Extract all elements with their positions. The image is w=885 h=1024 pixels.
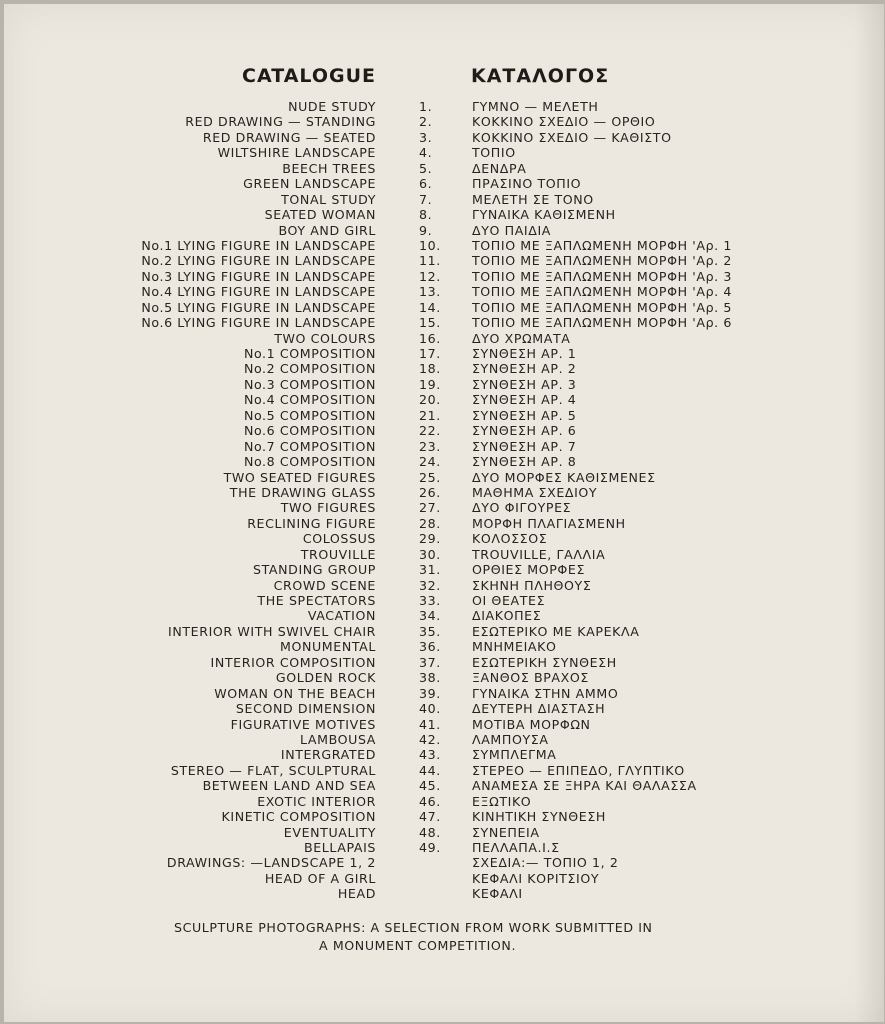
entry-title-greek: ΓΥΝΑΙΚΑ ΚΑΘΙΣΜΕΝΗ bbox=[472, 207, 616, 223]
entry-number: 9. bbox=[419, 222, 433, 238]
entry-title-english: RECLINING FIGURE bbox=[247, 515, 376, 531]
entry-title-greek: ΤΟΠΙΟ ΜΕ ΞΑΠΛΩΜΕΝΗ ΜΟΡΦΗ 'Αρ. 5 bbox=[472, 299, 732, 315]
catalogue-entry bbox=[4, 238, 884, 253]
catalogue-entry bbox=[4, 763, 884, 778]
entry-number: 22. bbox=[419, 423, 441, 439]
entry-number: 34. bbox=[419, 608, 441, 624]
entry-title-english: KINETIC COMPOSITION bbox=[221, 809, 376, 825]
catalogue-entry bbox=[4, 732, 884, 747]
catalogue-entry bbox=[4, 500, 884, 515]
entry-title-greek: ΣΥΜΠΛΕΓΜΑ bbox=[472, 747, 557, 763]
catalogue-entry bbox=[4, 223, 884, 238]
catalogue-entry bbox=[4, 794, 884, 809]
entry-title-english: BOY AND GIRL bbox=[278, 222, 376, 238]
entry-title-english: No.3 COMPOSITION bbox=[243, 376, 376, 392]
entry-title-greek: ΓΥΝΑΙΚΑ ΣΤΗΝ ΑΜΜΟ bbox=[472, 685, 619, 701]
entry-title-english: No.5 LYING FIGURE IN LANDSCAPE bbox=[141, 299, 376, 315]
entry-title-greek: ΠΡΑΣΙΝΟ ΤΟΠΙΟ bbox=[472, 176, 582, 192]
entry-title-greek: ΤΟΠΙΟ bbox=[472, 145, 516, 161]
entry-title-greek: ΚΕΦΑΛΙ bbox=[472, 886, 523, 902]
entry-title-english: TWO COLOURS bbox=[274, 330, 376, 346]
entry-title-english: No.1 LYING FIGURE IN LANDSCAPE bbox=[141, 237, 376, 253]
entry-number: 18. bbox=[419, 361, 441, 377]
catalogue-entry bbox=[4, 423, 884, 438]
entry-number: 12. bbox=[419, 268, 441, 284]
entry-title-english: TROUVILLE bbox=[300, 546, 376, 562]
entry-title-english: DRAWINGS: —LANDSCAPE 1, 2 bbox=[166, 855, 376, 871]
entry-title-english: STANDING GROUP bbox=[253, 562, 376, 578]
entry-title-greek: ΣΥΝΘΕΣΗ ΑΡ. 4 bbox=[472, 392, 577, 408]
entry-title-greek: ΣΥΝΘΕΣΗ ΑΡ. 6 bbox=[472, 423, 577, 439]
catalogue-entry bbox=[4, 531, 884, 546]
catalogue-entry bbox=[4, 207, 884, 222]
entry-number: 46. bbox=[419, 793, 441, 809]
entry-title-greek: ΚΟΛΟΣΣΟΣ bbox=[472, 531, 548, 547]
entry-title-greek: ΛΑΜΠΟΥΣΑ bbox=[472, 731, 549, 747]
entry-title-greek: ΓΥΜΝΟ — ΜΕΛΕΤΗ bbox=[472, 99, 599, 114]
entry-number: 44. bbox=[419, 762, 441, 778]
entry-title-greek: ΜΟΡΦΗ ΠΛΑΓΙΑΣΜΕΝΗ bbox=[472, 515, 626, 531]
catalogue-entry bbox=[4, 470, 884, 485]
entry-title-greek: ΣΤΕΡΕΟ — ΕΠΙΠΕΔΟ, ΓΛΥΠΤΙΚΟ bbox=[472, 762, 685, 778]
entry-number: 36. bbox=[419, 639, 441, 655]
entry-title-greek: ΕΣΩΤΕΡΙΚΗ ΣΥΝΘΕΣΗ bbox=[472, 654, 617, 670]
entry-number: 6. bbox=[419, 176, 433, 192]
entry-title-greek: ΤΟΠΙΟ ΜΕ ΞΑΠΛΩΜΕΝΗ ΜΟΡΦΗ 'Αρ. 4 bbox=[472, 284, 732, 300]
catalogue-entry bbox=[4, 439, 884, 454]
entry-title-english: No.2 LYING FIGURE IN LANDSCAPE bbox=[141, 253, 376, 269]
entry-number: 47. bbox=[419, 809, 441, 825]
entry-number: 23. bbox=[419, 438, 441, 454]
catalogue-entry bbox=[4, 408, 884, 423]
entry-title-english: TONAL STUDY bbox=[281, 191, 376, 207]
entry-title-english: EVENTUALITY bbox=[283, 824, 376, 840]
entry-title-greek: ΕΣΩΤΕΡΙΚΟ ΜΕ ΚΑΡΕΚΛΑ bbox=[472, 623, 640, 639]
entry-title-english: SEATED WOMAN bbox=[264, 207, 376, 223]
catalogue-entry bbox=[4, 747, 884, 762]
catalogue-list bbox=[4, 99, 884, 902]
entry-title-greek: ΚΙΝΗΤΙΚΗ ΣΥΝΘΕΣΗ bbox=[472, 809, 606, 825]
catalogue-entry bbox=[4, 130, 884, 145]
catalogue-entry bbox=[4, 624, 884, 639]
entry-number: 33. bbox=[419, 593, 441, 608]
entry-title-greek: ΤΟΠΙΟ ΜΕ ΞΑΠΛΩΜΕΝΗ ΜΟΡΦΗ 'Αρ. 2 bbox=[472, 253, 732, 269]
entry-title-english: NUDE STUDY bbox=[288, 99, 376, 114]
entry-title-greek: ΣΥΝΘΕΣΗ ΑΡ. 5 bbox=[472, 407, 577, 423]
entry-number: 29. bbox=[419, 531, 441, 547]
catalogue-entry bbox=[4, 717, 884, 732]
entry-number: 24. bbox=[419, 454, 441, 470]
catalogue-entry bbox=[4, 485, 884, 500]
entry-title-english: No.3 LYING FIGURE IN LANDSCAPE bbox=[141, 268, 376, 284]
catalogue-entry bbox=[4, 176, 884, 191]
entry-title-english: RED DRAWING — SEATED bbox=[202, 129, 376, 145]
entry-number: 30. bbox=[419, 546, 441, 562]
entry-title-english: BELLAPAIS bbox=[303, 840, 376, 855]
entry-title-english: STEREO — FLAT, SCULPTURAL bbox=[170, 762, 376, 778]
entry-number: 2. bbox=[419, 114, 433, 130]
entry-title-greek: ΟΙ ΘΕΑΤΕΣ bbox=[472, 593, 546, 608]
catalogue-entry bbox=[4, 361, 884, 376]
entry-title-english: CROWD SCENE bbox=[273, 577, 376, 593]
entry-title-greek: ΔΙΑΚΟΠΕΣ bbox=[472, 608, 542, 624]
entry-number: 15. bbox=[419, 315, 441, 331]
entry-title-english: No.1 COMPOSITION bbox=[243, 346, 376, 361]
entry-title-english: FIGURATIVE MOTIVES bbox=[230, 716, 376, 732]
entry-number: 13. bbox=[419, 284, 441, 300]
entry-title-greek: ΔΕΥΤΕΡΗ ΔΙΑΣΤΑΣΗ bbox=[472, 701, 606, 717]
entry-number: 39. bbox=[419, 685, 441, 701]
entry-title-english: MONUMENTAL bbox=[279, 639, 376, 655]
entry-title-english: VACATION bbox=[307, 608, 376, 624]
entry-number: 42. bbox=[419, 731, 441, 747]
catalogue-entry bbox=[4, 686, 884, 701]
catalogue-heading-english: CATALOGUE bbox=[242, 65, 376, 87]
entry-title-greek: ΣΥΝΘΕΣΗ ΑΡ. 3 bbox=[472, 376, 577, 392]
catalogue-entry bbox=[4, 377, 884, 392]
catalogue-entry bbox=[4, 161, 884, 176]
entry-title-greek: TROUVILLE, ΓΑΛΛΙΑ bbox=[472, 546, 606, 562]
catalogue-entry bbox=[4, 300, 884, 315]
entry-number: 5. bbox=[419, 160, 433, 176]
entry-title-greek: ΣΥΝΘΕΣΗ ΑΡ. 2 bbox=[472, 361, 577, 377]
entry-number: 20. bbox=[419, 392, 441, 408]
entry-title-greek: ΔΥΟ ΧΡΩΜΑΤΑ bbox=[472, 330, 571, 346]
entry-title-english: TWO FIGURES bbox=[280, 500, 376, 516]
catalogue-entry bbox=[4, 778, 884, 793]
entry-title-greek: ΕΞΩΤΙΚΟ bbox=[472, 793, 532, 809]
footer-line-1: SCULPTURE PHOTOGRAPHS: A SELECTION FROM WORK SUBMITTED IN bbox=[174, 920, 653, 935]
entry-title-english: No.2 COMPOSITION bbox=[243, 361, 376, 377]
catalogue-entry bbox=[4, 516, 884, 531]
entry-title-greek: ΣΧΕΔΙΑ:— ΤΟΠΙΟ 1, 2 bbox=[472, 855, 619, 871]
entry-title-greek: ΣΥΝΕΠΕΙΑ bbox=[472, 824, 540, 840]
entry-title-greek: ΔΥΟ ΠΑΙΔΙΑ bbox=[472, 222, 551, 238]
footer-note bbox=[174, 919, 653, 955]
entry-title-english: WOMAN ON THE BEACH bbox=[214, 685, 376, 701]
catalogue-entry bbox=[4, 315, 884, 330]
catalogue-entry bbox=[4, 871, 884, 886]
entry-title-english: WILTSHIRE LANDSCAPE bbox=[217, 145, 376, 161]
catalogue-entry bbox=[4, 331, 884, 346]
entry-title-greek: ΔΥΟ ΜΟΡΦΕΣ ΚΑΘΙΣΜΕΝΕΣ bbox=[472, 469, 656, 485]
entry-title-greek: ΣΥΝΘΕΣΗ ΑΡ. 7 bbox=[472, 438, 577, 454]
entry-title-english: GREEN LANDSCAPE bbox=[243, 176, 376, 192]
entry-title-english: BETWEEN LAND AND SEA bbox=[202, 778, 376, 794]
catalogue-entry bbox=[4, 655, 884, 670]
entry-title-english: TWO SEATED FIGURES bbox=[223, 469, 376, 485]
entry-number: 40. bbox=[419, 701, 441, 717]
entry-title-english: LAMBOUSA bbox=[300, 731, 376, 747]
entry-title-english: SECOND DIMENSION bbox=[235, 701, 376, 717]
entry-title-greek: ΟΡΘΙΕΣ ΜΟΡΦΕΣ bbox=[472, 562, 586, 578]
entry-title-greek: ΚΕΦΑΛΙ ΚΟΡΙΤΣΙΟΥ bbox=[472, 870, 600, 886]
entry-number: 45. bbox=[419, 778, 441, 794]
catalogue-entry bbox=[4, 578, 884, 593]
catalogue-entry bbox=[4, 284, 884, 299]
entry-number: 41. bbox=[419, 716, 441, 732]
entry-number: 43. bbox=[419, 747, 441, 763]
entry-title-english: THE DRAWING GLASS bbox=[229, 484, 376, 500]
entry-title-greek: ΜΟΤΙΒΑ ΜΟΡΦΩΝ bbox=[472, 716, 591, 732]
catalogue-entry bbox=[4, 114, 884, 129]
entry-number: 1. bbox=[419, 99, 433, 114]
catalogue-page bbox=[4, 4, 884, 1022]
entry-number: 17. bbox=[419, 346, 441, 361]
entry-title-english: INTERGRATED bbox=[280, 747, 376, 763]
entry-number: 14. bbox=[419, 299, 441, 315]
entry-number: 31. bbox=[419, 562, 441, 578]
entry-title-greek: ΜΝΗΜΕΙΑΚΟ bbox=[472, 639, 557, 655]
catalogue-entry bbox=[4, 886, 884, 901]
entry-title-english: No.6 LYING FIGURE IN LANDSCAPE bbox=[141, 315, 376, 331]
entry-number: 48. bbox=[419, 824, 441, 840]
entry-number: 16. bbox=[419, 330, 441, 346]
entry-title-greek: ΚΟΚΚΙΝΟ ΣΧΕΔΙΟ — ΚΑΘΙΣΤΟ bbox=[472, 129, 672, 145]
entry-number: 35. bbox=[419, 623, 441, 639]
catalogue-heading-greek: ΚΑΤΑΛΟΓΟΣ bbox=[471, 65, 610, 87]
entry-number: 10. bbox=[419, 237, 441, 253]
entry-title-english: HEAD OF A GIRL bbox=[264, 870, 376, 886]
catalogue-entry bbox=[4, 392, 884, 407]
entry-title-greek: ΔΥΟ ΦΙΓΟΥΡΕΣ bbox=[472, 500, 572, 516]
entry-number: 25. bbox=[419, 469, 441, 485]
entry-number: 19. bbox=[419, 376, 441, 392]
entry-number: 26. bbox=[419, 484, 441, 500]
catalogue-entry bbox=[4, 855, 884, 870]
entry-number: 27. bbox=[419, 500, 441, 516]
catalogue-entry bbox=[4, 639, 884, 654]
catalogue-entry bbox=[4, 825, 884, 840]
catalogue-entry bbox=[4, 269, 884, 284]
entry-title-english: No.4 COMPOSITION bbox=[243, 392, 376, 408]
catalogue-entry bbox=[4, 192, 884, 207]
catalogue-entry bbox=[4, 547, 884, 562]
entry-title-greek: ΣΥΝΘΕΣΗ ΑΡ. 1 bbox=[472, 346, 577, 361]
entry-title-greek: ΜΕΛΕΤΗ ΣΕ ΤΟΝΟ bbox=[472, 191, 594, 207]
entry-title-english: INTERIOR WITH SWIVEL CHAIR bbox=[168, 623, 376, 639]
entry-number: 32. bbox=[419, 577, 441, 593]
entry-title-english: No.4 LYING FIGURE IN LANDSCAPE bbox=[141, 284, 376, 300]
entry-title-greek: ΣΚΗΝΗ ΠΛΗΘΟΥΣ bbox=[472, 577, 592, 593]
entry-title-greek: ΑΝΑΜΕΣΑ ΣΕ ΞΗΡΑ ΚΑΙ ΘΑΛΑΣΣΑ bbox=[472, 778, 697, 794]
entry-number: 4. bbox=[419, 145, 433, 161]
catalogue-entry bbox=[4, 840, 884, 855]
entry-title-greek: ΤΟΠΙΟ ΜΕ ΞΑΠΛΩΜΕΝΗ ΜΟΡΦΗ 'Αρ. 1 bbox=[472, 237, 732, 253]
entry-number: 3. bbox=[419, 129, 433, 145]
entry-number: 8. bbox=[419, 207, 433, 223]
catalogue-entry bbox=[4, 608, 884, 623]
entry-title-english: No.6 COMPOSITION bbox=[243, 423, 376, 439]
catalogue-entry bbox=[4, 593, 884, 608]
entry-title-greek: ΔΕΝΔΡΑ bbox=[472, 160, 527, 176]
catalogue-entry bbox=[4, 562, 884, 577]
entry-title-english: INTERIOR COMPOSITION bbox=[210, 654, 376, 670]
entry-title-english: COLOSSUS bbox=[302, 531, 376, 547]
entry-title-greek: ΤΟΠΙΟ ΜΕ ΞΑΠΛΩΜΕΝΗ ΜΟΡΦΗ 'Αρ. 3 bbox=[472, 268, 732, 284]
entry-title-english: EXOTIC INTERIOR bbox=[257, 793, 376, 809]
catalogue-entry bbox=[4, 701, 884, 716]
entry-title-english: No.7 COMPOSITION bbox=[243, 438, 376, 454]
entry-number: 21. bbox=[419, 407, 441, 423]
catalogue-entry bbox=[4, 346, 884, 361]
catalogue-entry bbox=[4, 253, 884, 268]
entry-title-english: RED DRAWING — STANDING bbox=[185, 114, 376, 130]
entry-title-english: No.5 COMPOSITION bbox=[243, 407, 376, 423]
entry-number: 28. bbox=[419, 515, 441, 531]
entry-title-english: GOLDEN ROCK bbox=[275, 670, 376, 686]
entry-title-greek: ΠΕΛΛΑΠΑ.Ι.Σ bbox=[472, 840, 560, 855]
entry-title-english: THE SPECTATORS bbox=[257, 593, 376, 608]
catalogue-entry bbox=[4, 99, 884, 114]
entry-title-english: No.8 COMPOSITION bbox=[243, 454, 376, 470]
entry-title-greek: ΜΑΘΗΜΑ ΣΧΕΔΙΟΥ bbox=[472, 484, 598, 500]
entry-title-greek: ΞΑΝΘΟΣ ΒΡΑΧΟΣ bbox=[472, 670, 589, 686]
entry-title-greek: ΤΟΠΙΟ ΜΕ ΞΑΠΛΩΜΕΝΗ ΜΟΡΦΗ 'Αρ. 6 bbox=[472, 315, 732, 331]
entry-title-english: HEAD bbox=[337, 886, 376, 902]
entry-number: 38. bbox=[419, 670, 441, 686]
entry-number: 7. bbox=[419, 191, 433, 207]
catalogue-entry bbox=[4, 454, 884, 469]
entry-title-greek: ΣΥΝΘΕΣΗ ΑΡ. 8 bbox=[472, 454, 577, 470]
entry-title-greek: ΚΟΚΚΙΝΟ ΣΧΕΔΙΟ — ΟΡΘΙΟ bbox=[472, 114, 656, 130]
footer-line-2: A MONUMENT COMPETITION. bbox=[319, 938, 517, 953]
entry-number: 49. bbox=[419, 840, 441, 855]
catalogue-entry bbox=[4, 670, 884, 685]
catalogue-entry bbox=[4, 145, 884, 160]
entry-title-english: BEECH TREES bbox=[282, 160, 376, 176]
catalogue-entry bbox=[4, 809, 884, 824]
entry-number: 11. bbox=[419, 253, 441, 269]
entry-number: 37. bbox=[419, 654, 441, 670]
